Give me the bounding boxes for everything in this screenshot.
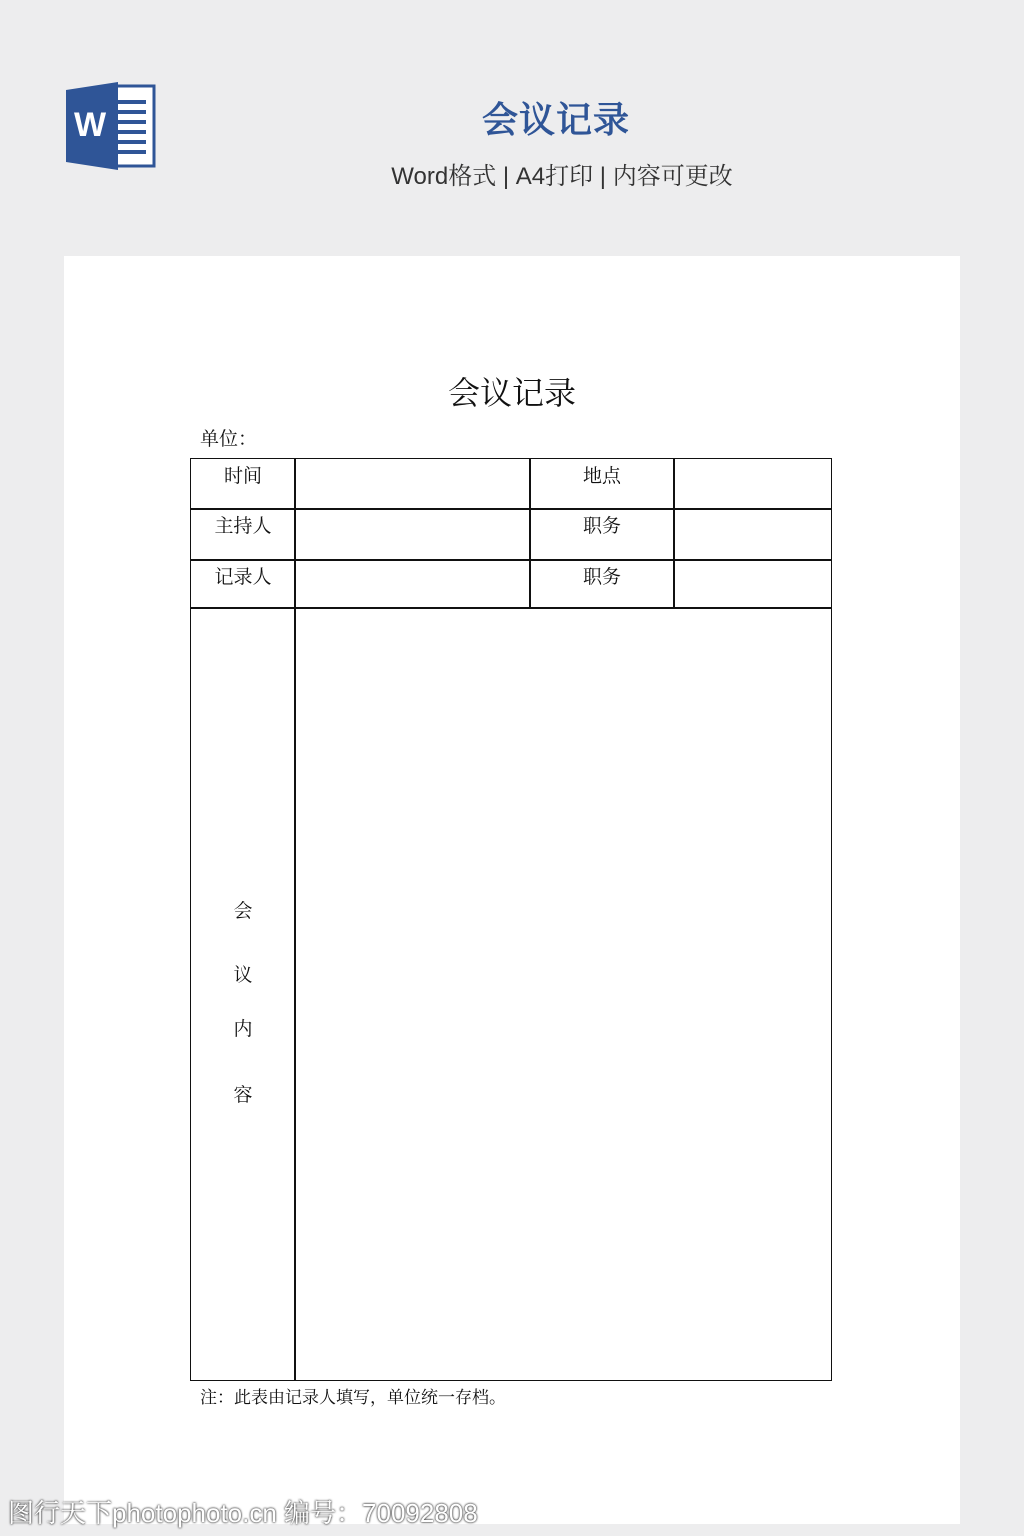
word-logo-letter: W [73, 106, 107, 144]
host-position-field[interactable] [675, 510, 831, 559]
host-position-label: 职务 [582, 515, 621, 537]
time-field[interactable] [296, 460, 529, 508]
recorder-field[interactable] [296, 561, 529, 607]
recorder-position-label: 职务 [582, 566, 621, 588]
location-label: 地点 [582, 465, 621, 487]
page-title: 会议记录 [481, 99, 630, 140]
page-subtitle: Word格式 | A4打印 | 内容可更改 [391, 163, 733, 190]
document-title: 会议记录 [447, 374, 576, 412]
footnote: 注：此表由记录人填写，单位统一存档。 [200, 1388, 506, 1408]
time-label: 时间 [223, 465, 262, 487]
meeting-content-field[interactable] [296, 609, 831, 1380]
unit-label: 单位： [200, 428, 258, 450]
host-label: 主持人 [214, 515, 272, 537]
recorder-position-field[interactable] [675, 561, 831, 607]
location-field[interactable] [675, 460, 831, 508]
content-label-char: 议 [233, 964, 253, 986]
host-field[interactable] [296, 510, 529, 559]
content-label-char: 容 [233, 1084, 253, 1106]
recorder-label: 记录人 [214, 566, 272, 588]
content-label-char: 会 [233, 900, 253, 922]
watermark: 图行天下photophoto.cn 编号：70092808 [8, 1498, 478, 1528]
content-label-char: 内 [233, 1018, 253, 1040]
